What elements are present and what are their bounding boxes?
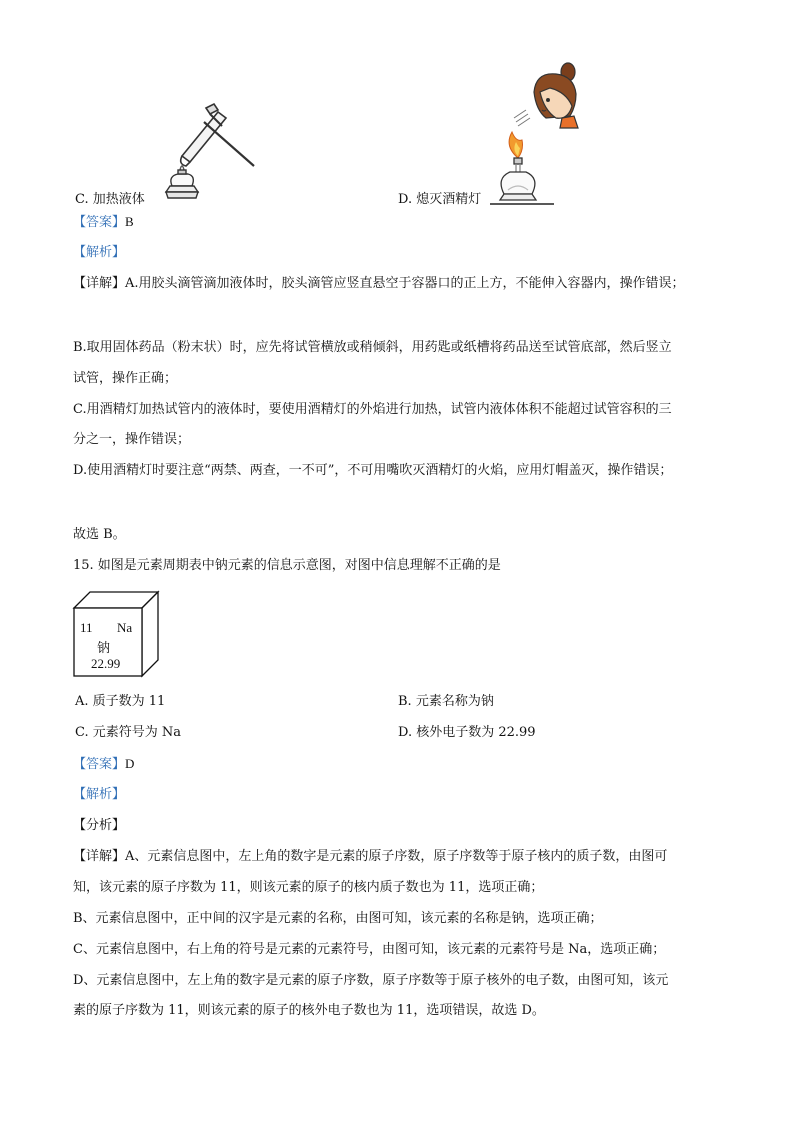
detail-a-line xyxy=(73,274,685,294)
detail-b-line1: B.取用固体药品（粉末状）时，应先将试管横放或稍倾斜，用药匙或纸槽将药品送至试管底部，然后竖立 xyxy=(73,340,672,355)
detail-d-line: D.使用酒精灯时要注意“两禁、两查，一不可”，不可用嘴吹灭酒精灯的火焰，应用灯帽盖灭，操作错误； xyxy=(73,463,673,478)
conclusion: 故选 B。 xyxy=(73,527,126,542)
option-b: B. 元素名称为钠 xyxy=(398,694,494,709)
detail-tag: 【详解】 xyxy=(73,276,126,291)
answer-tag: 【答案】 xyxy=(73,215,126,230)
atomic-mass: 22.99 xyxy=(91,656,121,671)
atomic-number: 11 xyxy=(80,620,93,635)
detail-a-text: A.用胶头滴管滴加液体时，胶头滴管应竖直悬空于容器口的正上方，不能伸入容器内，操作错误； xyxy=(125,276,685,291)
element-name: 钠 xyxy=(97,641,111,656)
detail-15-d-line2: 素的原子序数为 11，则该元素的原子的核外电子数也为 11，选项错误，故选 D。 xyxy=(73,1003,545,1018)
option-d: D. 核外电子数为 22.99 xyxy=(398,725,536,740)
analysis-tag: 【解析】 xyxy=(73,245,126,260)
detail-15-a-line1 xyxy=(73,847,667,867)
detail-b-line2: 试管，操作正确； xyxy=(73,371,178,386)
answer-tag-15: 【答案】 xyxy=(73,757,126,772)
detail-15-d-line1: D、元素信息图中，左上角的数字是元素的原子序数，原子序数等于原子核外的电子数，由图可知，该元 xyxy=(73,973,669,988)
detail-15-b: B、元素信息图中，正中间的汉字是元素的名称，由图可知，该元素的名称是钠，选项正确； xyxy=(73,911,603,926)
detail-c-line1: C.用酒精灯加热试管内的液体时，要使用酒精灯的外焰进行加热，试管内液体体积不能超过试管容积的三 xyxy=(73,402,672,417)
analysis-tag-15: 【解析】 xyxy=(73,787,126,802)
answer-line-15 xyxy=(73,754,134,775)
detail-tag-15: 【详解】 xyxy=(73,849,126,864)
answer-value-15: D xyxy=(125,756,135,771)
detail-15-a-text: A、元素信息图中，左上角的数字是元素的原子序数，原子序数等于原子核内的质子数，由图可 xyxy=(125,849,668,864)
answer-value: B xyxy=(125,214,134,229)
element-symbol: Na xyxy=(117,620,133,635)
fenxi-tag: 【分析】 xyxy=(73,818,126,833)
option-c: C. 元素符号为 Na xyxy=(75,725,182,740)
blowing-lamp-figure xyxy=(490,62,610,208)
heating-liquid-figure xyxy=(160,100,260,204)
option-c-heating: C. 加热液体 xyxy=(75,192,145,207)
detail-c-line2: 分之一，操作错误； xyxy=(73,432,191,447)
question-15-stem: 15. 如图是元素周期表中钠元素的信息示意图，对图中信息理解不正确的是 xyxy=(73,558,501,573)
detail-15-c: C、元素信息图中，右上角的符号是元素的元素符号，由图可知，该元素的元素符号是 Na，选项正确； xyxy=(73,942,666,957)
answer-line-14 xyxy=(73,212,134,233)
detail-15-a-line2: 知，该元素的原子序数为 11，则该元素的原子的核内质子数也为 11，选项正确； xyxy=(73,880,544,895)
option-a: A. 质子数为 11 xyxy=(75,694,166,709)
option-d-extinguish: D. 熄灭酒精灯 xyxy=(398,192,482,207)
